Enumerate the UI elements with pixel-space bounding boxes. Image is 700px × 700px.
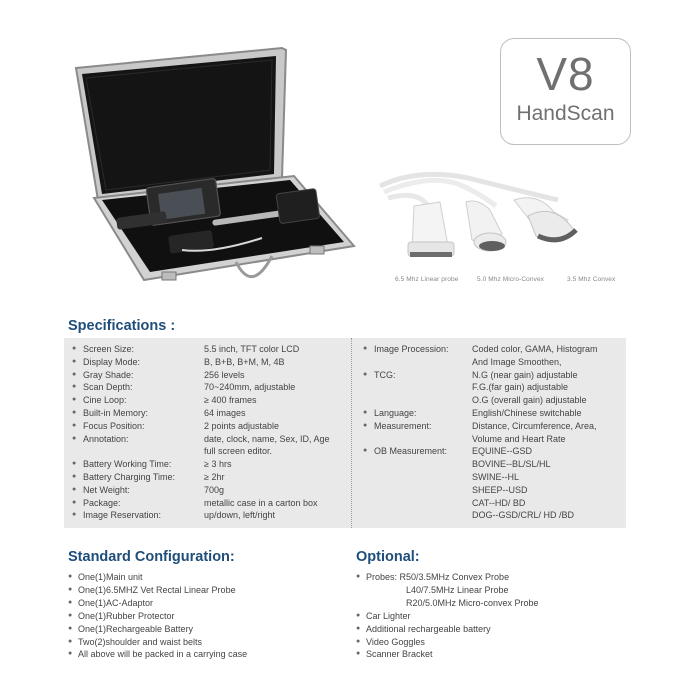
spec-label: Scan Depth: bbox=[83, 382, 133, 393]
bullet-icon: ● bbox=[363, 370, 368, 378]
bullet-icon: ● bbox=[356, 637, 361, 645]
spec-value: BOVINE--BL/SL/HL bbox=[472, 459, 551, 470]
spec-value: F.G.(far gain) adjustable bbox=[472, 382, 569, 393]
list-item-text: One(1)Rubber Protector bbox=[78, 610, 175, 621]
bullet-icon: ● bbox=[356, 573, 361, 580]
spec-row bbox=[72, 497, 350, 510]
logo-subtitle: HandScan bbox=[516, 102, 615, 125]
optional-title: Optional: bbox=[356, 549, 420, 565]
list-item bbox=[68, 610, 247, 623]
spec-row bbox=[363, 369, 625, 382]
bullet-icon: ● bbox=[68, 585, 73, 593]
spec-row bbox=[72, 407, 350, 420]
spec-value: up/down, left/right bbox=[204, 510, 276, 521]
spec-label: Annotation: bbox=[83, 433, 129, 444]
list-item-text: One(1)Main unit bbox=[78, 572, 143, 582]
spec-value: full screen editor. bbox=[204, 446, 273, 457]
spec-label: Focus Position: bbox=[83, 420, 145, 431]
standard-configuration-list bbox=[68, 571, 247, 661]
spec-row bbox=[72, 369, 350, 382]
spec-row bbox=[363, 471, 625, 484]
bullet-icon: ● bbox=[363, 447, 368, 455]
spec-value: ≥ 3 hrs bbox=[204, 459, 232, 470]
probe-caption-convex: 3.5 Mhz Convex bbox=[567, 276, 616, 283]
list-item-text: One(1)AC-Adaptor bbox=[78, 597, 154, 608]
spec-label: Image Reservation: bbox=[83, 510, 162, 521]
bullet-icon: ● bbox=[68, 598, 73, 606]
list-item bbox=[68, 623, 247, 636]
spec-row bbox=[72, 356, 350, 369]
spec-row bbox=[72, 394, 350, 407]
bullet-icon: ● bbox=[72, 421, 77, 429]
spec-value: Volume and Heart Rate bbox=[472, 433, 566, 444]
spec-row bbox=[363, 509, 625, 522]
probes-photo bbox=[378, 162, 638, 272]
list-item-text: Video Goggles bbox=[366, 636, 425, 647]
spec-value: 256 levels bbox=[204, 369, 245, 380]
list-item-text: Two(2)shoulder and waist belts bbox=[78, 636, 203, 647]
list-item bbox=[356, 610, 539, 623]
spec-value: metallic case in a carton box bbox=[204, 497, 318, 508]
bullet-icon: ● bbox=[72, 345, 77, 352]
specifications-title: Specifications : bbox=[68, 318, 176, 334]
bullet-icon: ● bbox=[72, 511, 77, 519]
spec-value: O.G (overall gain) adjustable bbox=[472, 395, 587, 406]
bullet-icon: ● bbox=[363, 408, 368, 416]
list-item-text: Car Lighter bbox=[366, 610, 411, 621]
spec-row bbox=[72, 471, 350, 484]
bullet-icon: ● bbox=[72, 434, 77, 442]
spec-label: Battery Working Time: bbox=[83, 459, 172, 470]
list-item-text: One(1)6.5MHZ Vet Rectal Linear Probe bbox=[78, 584, 236, 595]
bullet-icon: ● bbox=[72, 472, 77, 480]
spec-row bbox=[363, 420, 625, 433]
specifications-left-column bbox=[72, 343, 350, 522]
spec-value: 5.5 inch, TFT color LCD bbox=[204, 344, 300, 354]
spec-value: 70~240mm, adjustable bbox=[204, 382, 296, 393]
list-item-text: All above will be packed in a carrying case bbox=[78, 649, 248, 660]
spec-label: Battery Charging Time: bbox=[83, 471, 176, 482]
bullet-icon: ● bbox=[72, 408, 77, 416]
spec-label: Cine Loop: bbox=[83, 395, 127, 406]
spec-row bbox=[363, 497, 625, 510]
spec-value: N.G (near gain) adjustable bbox=[472, 369, 578, 380]
spec-row bbox=[72, 509, 350, 522]
bullet-icon: ● bbox=[72, 460, 77, 468]
list-item bbox=[68, 597, 247, 610]
spec-label: Measurement: bbox=[374, 420, 432, 431]
list-item bbox=[68, 571, 247, 584]
list-item bbox=[356, 636, 539, 649]
list-item bbox=[68, 648, 247, 661]
bullet-icon: ● bbox=[68, 611, 73, 619]
list-item-text: R20/5.0MHz Micro-convex Probe bbox=[406, 597, 539, 608]
bullet-icon: ● bbox=[363, 421, 368, 429]
spec-label: OB Measurement: bbox=[374, 446, 448, 457]
spec-value: SHEEP--USD bbox=[472, 484, 528, 495]
bullet-icon: ● bbox=[356, 650, 361, 658]
spec-row bbox=[72, 445, 350, 458]
spec-row bbox=[363, 445, 625, 458]
optional-list bbox=[356, 571, 539, 661]
spec-row bbox=[363, 458, 625, 471]
carrying-case-photo bbox=[62, 40, 362, 310]
spec-row bbox=[72, 458, 350, 471]
bullet-icon: ● bbox=[363, 345, 368, 352]
spec-label: Language: bbox=[374, 407, 417, 418]
spec-value: CAT--HD/ BD bbox=[472, 497, 526, 508]
spec-label: Screen Size: bbox=[83, 344, 135, 354]
spec-value: 2 points adjustable bbox=[204, 420, 280, 431]
product-logo bbox=[500, 38, 631, 145]
bullet-icon: ● bbox=[72, 370, 77, 378]
spec-row bbox=[363, 343, 625, 356]
list-item-text: Scanner Bracket bbox=[366, 649, 433, 660]
bullet-icon: ● bbox=[356, 624, 361, 632]
spec-row bbox=[72, 381, 350, 394]
spec-row bbox=[363, 433, 625, 446]
probe-caption-linear: 6.5 Mhz Linear probe bbox=[395, 276, 459, 283]
spec-value: B, B+B, B+M, M, 4B bbox=[204, 356, 285, 367]
spec-value: Distance, Circumference, Area, bbox=[472, 420, 597, 431]
bullet-icon: ● bbox=[68, 573, 73, 580]
spec-value: 700g bbox=[204, 484, 225, 495]
spec-label: TCG: bbox=[374, 369, 396, 380]
spec-label: Image Procession: bbox=[374, 344, 449, 354]
list-item bbox=[356, 584, 539, 597]
spec-value: date, clock, name, Sex, ID, Age bbox=[204, 433, 330, 444]
spec-value: SWINE--HL bbox=[472, 471, 519, 482]
list-item-text: One(1)Rechargeable Battery bbox=[78, 623, 194, 634]
list-item-text: L40/7.5MHz Linear Probe bbox=[406, 584, 509, 595]
standard-configuration-title: Standard Configuration: bbox=[68, 549, 235, 565]
spec-label: Display Mode: bbox=[83, 356, 141, 367]
list-item bbox=[68, 584, 247, 597]
logo-title: V8 bbox=[536, 48, 595, 100]
spec-value: EQUINE--GSD bbox=[472, 446, 533, 457]
probe-caption-micro-convex: 5.0 Mhz Micro-Convex bbox=[477, 276, 545, 283]
list-item-text: Additional rechargeable battery bbox=[366, 623, 491, 634]
bullet-icon: ● bbox=[68, 624, 73, 632]
bullet-icon: ● bbox=[72, 498, 77, 506]
spec-value: English/Chinese switchable bbox=[472, 407, 582, 418]
list-item bbox=[356, 648, 539, 661]
bullet-icon: ● bbox=[356, 611, 361, 619]
bullet-icon: ● bbox=[68, 650, 73, 658]
specifications-right-column bbox=[363, 343, 625, 522]
spec-row bbox=[72, 433, 350, 446]
spec-label: Built-in Memory: bbox=[83, 407, 149, 418]
list-item bbox=[68, 636, 247, 649]
list-item bbox=[356, 623, 539, 636]
spec-label: Package: bbox=[83, 497, 121, 508]
spec-row bbox=[363, 381, 625, 394]
spec-row bbox=[72, 343, 350, 356]
spec-value: 64 images bbox=[204, 407, 246, 418]
spec-value: ≥ 400 frames bbox=[204, 395, 257, 406]
spec-row bbox=[363, 407, 625, 420]
bullet-icon: ● bbox=[72, 383, 77, 391]
bullet-icon: ● bbox=[72, 485, 77, 493]
list-item bbox=[356, 571, 539, 584]
list-item-text: Probes: R50/3.5MHz Convex Probe bbox=[366, 572, 510, 582]
spec-value: And Image Smoothen, bbox=[472, 356, 562, 367]
spec-value: DOG--GSD/CRL/ HD /BD bbox=[472, 510, 575, 521]
spec-label: Net Weight: bbox=[83, 484, 130, 495]
spec-row bbox=[363, 394, 625, 407]
bullet-icon: ● bbox=[72, 357, 77, 365]
spec-row bbox=[72, 484, 350, 497]
spec-label: Gray Shade: bbox=[83, 369, 134, 380]
spec-value: Coded color, GAMA, Histogram bbox=[472, 344, 598, 354]
spec-row bbox=[72, 420, 350, 433]
bullet-icon: ● bbox=[68, 637, 73, 645]
bullet-icon: ● bbox=[72, 396, 77, 404]
spec-row bbox=[363, 356, 625, 369]
spec-row bbox=[363, 484, 625, 497]
specifications-divider bbox=[351, 338, 352, 528]
spec-value: ≥ 2hr bbox=[204, 471, 225, 482]
list-item bbox=[356, 597, 539, 610]
